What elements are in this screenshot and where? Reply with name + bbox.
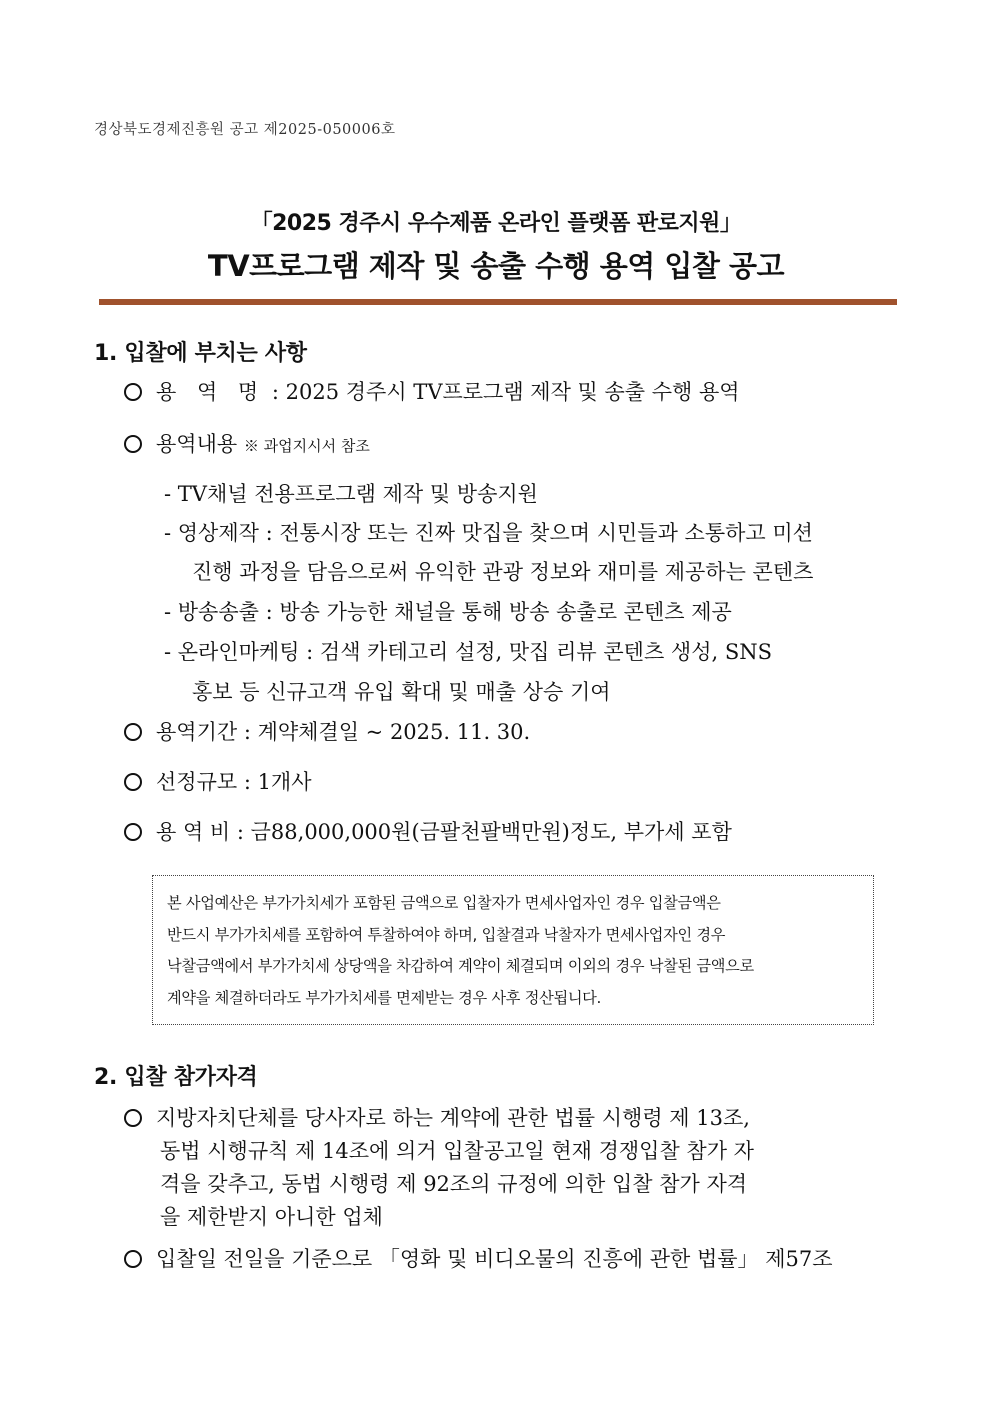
qualification-line: 동법 시행규칙 제 14조에 의거 입찰공고일 현재 경쟁입찰 참가 자 — [160, 1139, 754, 1163]
title-divider — [99, 299, 897, 305]
service-cost-row — [124, 816, 732, 846]
vat-note-line: 낙찰금액에서 부가가치세 상당액을 차감하여 계약이 체결되며 이외의 경우 낙찰된 금액으로 — [167, 957, 754, 975]
selection-scale-row — [124, 766, 312, 796]
content-reference-note: ※ 과업지시서 참조 — [243, 437, 370, 455]
service-period-row — [124, 716, 530, 746]
service-period: 용역기간 : 계약체결일 ~ 2025. 11. 30. — [156, 720, 531, 744]
circle-bullet-icon — [124, 435, 142, 453]
qualification-line: 격을 갖추고, 동법 시행령 제 92조의 규정에 의한 입찰 참가 자격 — [160, 1172, 748, 1196]
service-name-label: 용 역 명 — [156, 380, 266, 404]
vat-note-line: 본 사업예산은 부가가치세가 포함된 금액으로 입찰자가 면세사업자인 경우 입찰금액은 — [167, 894, 721, 912]
circle-bullet-icon — [124, 773, 142, 791]
content-item-2: - 영상제작 : 전통시장 또는 진짜 맛집을 찾으며 시민들과 소통하고 미션 — [164, 521, 813, 545]
circle-bullet-icon — [124, 723, 142, 741]
qualification-item-1 — [124, 1102, 750, 1132]
circle-bullet-icon — [124, 1109, 142, 1127]
qualification-line: 을 제한받지 아니한 업체 — [160, 1205, 383, 1229]
content-item-4: - 온라인마케팅 : 검색 카테고리 설정, 맛집 리뷰 콘텐츠 생성, SNS — [164, 640, 772, 664]
vat-note-line: 반드시 부가가치세를 포함하여 투찰하여야 하며, 입찰결과 낙찰자가 면세사업자인 경우 — [167, 925, 726, 944]
selection-scale: 선정규모 : 1개사 — [156, 770, 312, 794]
circle-bullet-icon — [124, 383, 142, 401]
circle-bullet-icon — [124, 1250, 142, 1268]
content-item-2-cont: 진행 과정을 담음으로써 유익한 관광 정보와 재미를 제공하는 콘텐츠 — [192, 560, 814, 584]
qualification-line: 입찰일 전일을 기준으로 「영화 및 비디오물의 진흥에 관한 법률」 제57조 — [156, 1247, 833, 1271]
qualification-line: 지방자치단체를 당사자로 하는 계약에 관한 법률 시행령 제 13조, — [156, 1106, 750, 1130]
service-cost: 용 역 비 : 금88,000,000원(금팔천팔백만원)정도, 부가세 포함 — [156, 820, 732, 844]
vat-note-box — [152, 875, 874, 1025]
content-item-3: - 방송송출 : 방송 가능한 채널을 통해 방송 송출로 콘텐츠 제공 — [164, 600, 732, 624]
service-name-value: : 2025 경주시 TV프로그램 제작 및 송출 수행 용역 — [271, 380, 740, 404]
qualification-item-2 — [124, 1243, 833, 1273]
content-item-4-cont: 홍보 등 신규고객 유입 확대 및 매출 상승 기여 — [192, 680, 611, 704]
section1-heading: 1. 입찰에 부치는 사항 — [94, 341, 307, 366]
notice-number: 경상북도경제진흥원 공고 제2025-050006호 — [94, 122, 396, 138]
vat-note-line: 계약을 체결하더라도 부가가치세를 면제받는 경우 사후 정산됩니다. — [167, 988, 602, 1007]
circle-bullet-icon — [124, 823, 142, 841]
service-content-row — [124, 428, 370, 458]
service-content-label: 용역내용 — [156, 432, 238, 456]
title-line-1: 「2025 경주시 우수제품 온라인 플랫폼 판로지원」 — [250, 211, 742, 236]
content-item-1: - TV채널 전용프로그램 제작 및 방송지원 — [164, 482, 538, 506]
service-name-row — [124, 376, 740, 406]
title-line-2: TV프로그램 제작 및 송출 수행 용역 입찰 공고 — [207, 249, 785, 283]
section2-heading: 2. 입찰 참가자격 — [94, 1065, 258, 1090]
